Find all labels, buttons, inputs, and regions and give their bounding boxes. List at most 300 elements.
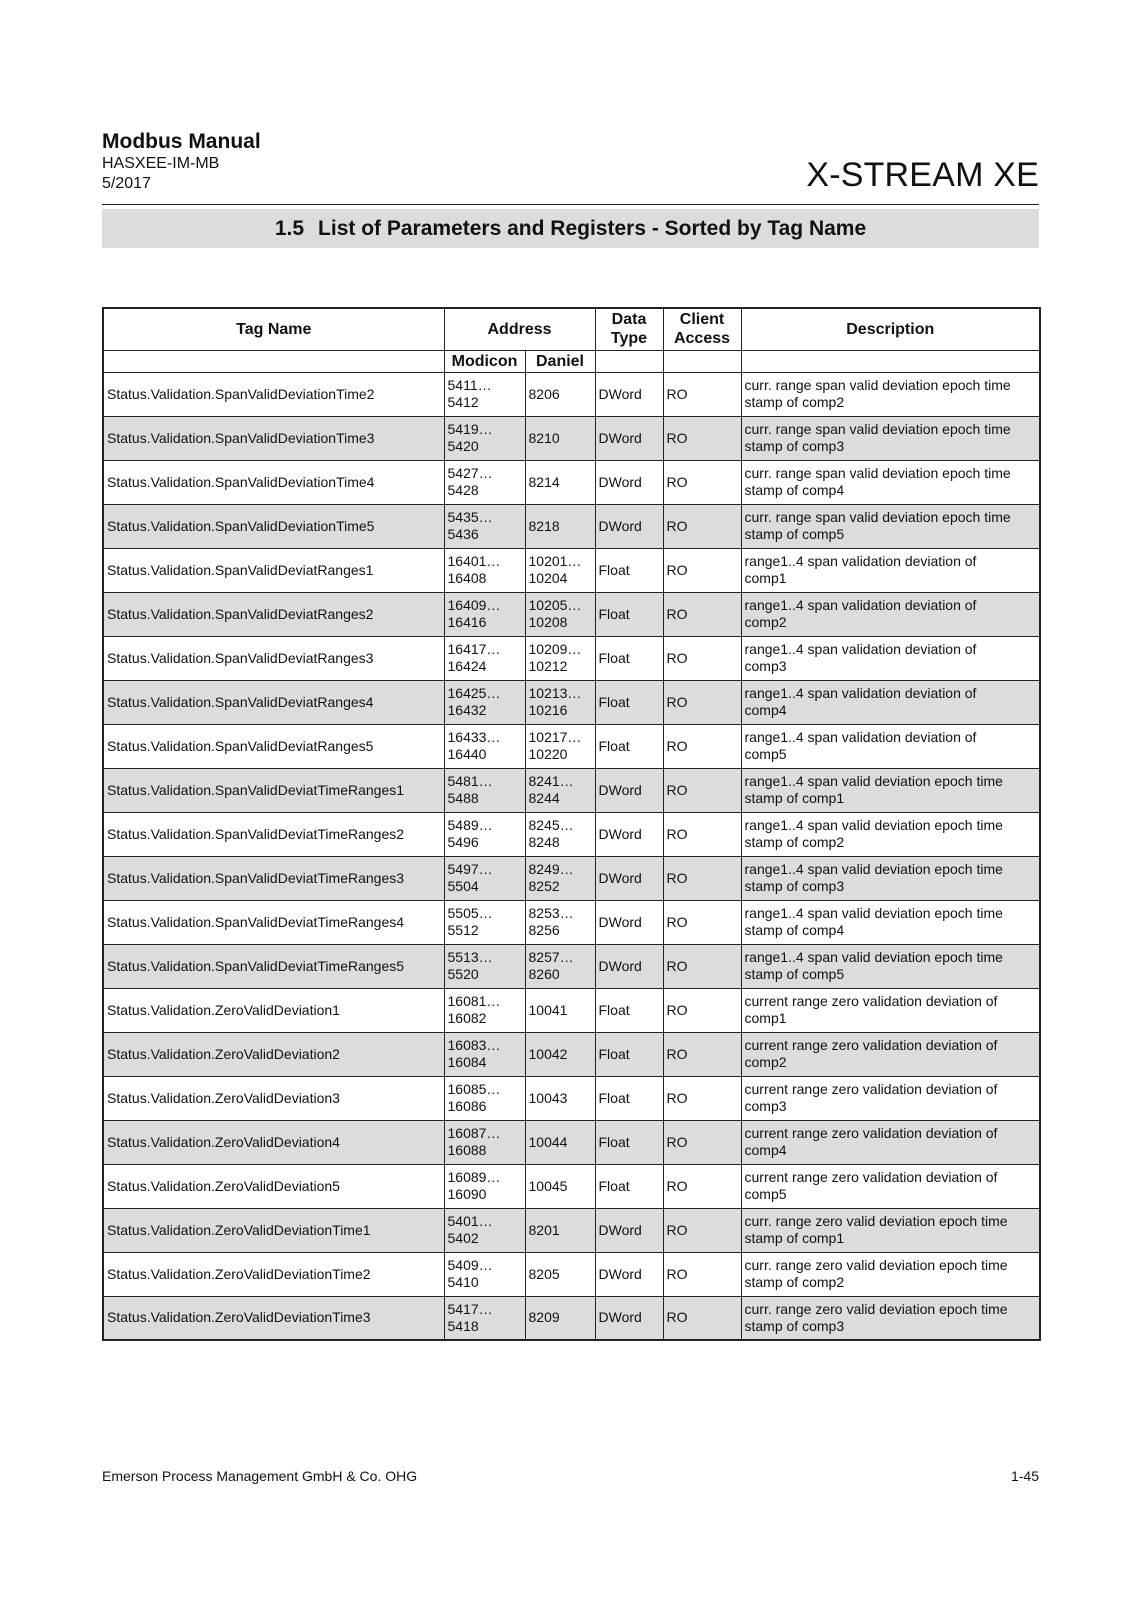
modicon-address-line: 16401… <box>447 553 501 569</box>
tag-name-cell: Status.Validation.SpanValidDeviationTime5 <box>103 504 444 548</box>
description-cell <box>741 856 1040 900</box>
description-line: stamp of comp3 <box>744 878 845 894</box>
daniel-address-line: 8260 <box>528 966 560 982</box>
daniel-address-cell <box>525 944 595 988</box>
section-number: 1.5 <box>274 217 305 240</box>
data-type-cell: Float <box>595 988 663 1032</box>
daniel-address-line: 10204 <box>528 570 568 586</box>
daniel-address-line: 10044 <box>528 1133 568 1150</box>
data-type-cell: Float <box>595 1032 663 1076</box>
daniel-address-line: 8253… <box>528 905 574 921</box>
description-cell <box>741 460 1040 504</box>
modicon-address-line: 5505… <box>447 905 493 921</box>
description-cell <box>741 680 1040 724</box>
col-header-data-type-line1: Data <box>611 311 647 329</box>
modicon-address-cell <box>444 856 525 900</box>
tag-name-cell: Status.Validation.ZeroValidDeviation4 <box>103 1120 444 1164</box>
description-line: curr. range span valid deviation epoch time <box>744 509 1011 525</box>
daniel-address-cell <box>525 372 595 416</box>
modicon-address-line: 5409… <box>447 1257 493 1273</box>
description-line: current range zero validation deviation of <box>744 1169 998 1185</box>
tag-name-cell: Status.Validation.SpanValidDeviatRanges4 <box>103 680 444 724</box>
daniel-address-line: 8248 <box>528 834 560 850</box>
description-line: current range zero validation deviation of <box>744 1037 998 1053</box>
description-line: stamp of comp2 <box>744 1274 845 1290</box>
table-row <box>103 724 1040 768</box>
description-cell <box>741 592 1040 636</box>
modicon-address-cell <box>444 1252 525 1296</box>
daniel-address-cell <box>525 768 595 812</box>
modicon-address-line: 16081… <box>447 993 501 1009</box>
tag-name-cell: Status.Validation.SpanValidDeviatRanges2 <box>103 592 444 636</box>
daniel-address-line: 10212 <box>528 658 568 674</box>
daniel-address-line: 8210 <box>528 429 560 446</box>
modicon-address-cell <box>444 460 525 504</box>
modicon-address-line: 16083… <box>447 1037 501 1053</box>
daniel-address-line: 8206 <box>528 385 560 402</box>
description-line: curr. range zero valid deviation epoch time <box>744 1300 1008 1317</box>
modicon-address-cell <box>444 1076 525 1120</box>
description-line: curr. range span valid deviation epoch time <box>744 377 1011 393</box>
data-type-cell: DWord <box>595 1296 663 1340</box>
client-access-cell: RO <box>663 1252 741 1296</box>
table-row <box>103 856 1040 900</box>
description-line: stamp of comp5 <box>744 526 845 542</box>
description-line: curr. range zero valid deviation epoch time <box>744 1213 1008 1229</box>
table-subheader-row <box>103 350 1040 372</box>
modicon-address-line: 5410 <box>447 1274 479 1290</box>
register-table-body <box>103 372 1040 1340</box>
modicon-address-cell <box>444 1296 525 1340</box>
daniel-address-cell <box>525 1076 595 1120</box>
daniel-address-cell <box>525 592 595 636</box>
subheader-empty <box>595 350 663 372</box>
modicon-address-cell <box>444 504 525 548</box>
footer-company: Emerson Process Management GmbH & Co. OHG <box>102 1468 418 1484</box>
table-row <box>103 988 1040 1032</box>
daniel-address-cell <box>525 548 595 592</box>
tag-name-cell: Status.Validation.SpanValidDeviatTimeRanges5 <box>103 944 444 988</box>
client-access-cell: RO <box>663 724 741 768</box>
modicon-address-line: 16090 <box>447 1186 487 1202</box>
description-line: stamp of comp2 <box>744 394 845 410</box>
description-cell <box>741 1120 1040 1164</box>
modicon-address-cell <box>444 724 525 768</box>
col-header-daniel: Daniel <box>525 350 595 372</box>
description-cell <box>741 548 1040 592</box>
description-line: stamp of comp5 <box>744 966 845 982</box>
description-cell <box>741 944 1040 988</box>
description-line: range1..4 span valid deviation epoch time <box>744 773 1003 789</box>
col-header-description: Description <box>741 308 1040 350</box>
modicon-address-cell <box>444 944 525 988</box>
daniel-address-line: 8252 <box>528 878 560 894</box>
daniel-address-line: 10045 <box>528 1177 568 1194</box>
description-cell <box>741 1296 1040 1340</box>
register-table <box>102 307 1041 1341</box>
data-type-cell: Float <box>595 1120 663 1164</box>
modicon-address-line: 16416 <box>447 614 487 630</box>
modicon-address-cell <box>444 680 525 724</box>
daniel-address-line: 8218 <box>528 517 560 534</box>
data-type-cell: DWord <box>595 460 663 504</box>
table-row <box>103 636 1040 680</box>
tag-name-cell: Status.Validation.SpanValidDeviatTimeRanges1 <box>103 768 444 812</box>
description-line: range1..4 span valid deviation epoch time <box>744 817 1003 833</box>
client-access-cell: RO <box>663 680 741 724</box>
data-type-cell: Float <box>595 592 663 636</box>
table-header-row <box>103 308 1040 350</box>
description-cell <box>741 812 1040 856</box>
data-type-cell: Float <box>595 1076 663 1120</box>
modicon-address-line: 16085… <box>447 1081 501 1097</box>
modicon-address-line: 5520 <box>447 966 479 982</box>
description-line: comp4 <box>744 702 787 718</box>
client-access-cell: RO <box>663 636 741 680</box>
description-line: stamp of comp1 <box>744 790 845 806</box>
modicon-address-cell <box>444 548 525 592</box>
data-type-cell: DWord <box>595 504 663 548</box>
client-access-cell: RO <box>663 1120 741 1164</box>
daniel-address-line: 10216 <box>528 702 568 718</box>
modicon-address-line: 5412 <box>447 394 479 410</box>
tag-name-cell: Status.Validation.ZeroValidDeviationTime2 <box>103 1252 444 1296</box>
description-line: range1..4 span valid deviation epoch time <box>744 861 1003 877</box>
description-cell <box>741 900 1040 944</box>
tag-name-cell: Status.Validation.SpanValidDeviatTimeRanges4 <box>103 900 444 944</box>
tag-name-cell: Status.Validation.SpanValidDeviationTime2 <box>103 372 444 416</box>
table-row <box>103 416 1040 460</box>
modicon-address-line: 16082 <box>447 1010 487 1026</box>
tag-name-cell: Status.Validation.ZeroValidDeviation1 <box>103 988 444 1032</box>
description-line: range1..4 span validation deviation of <box>744 685 977 701</box>
document-id: HASXEE-IM-MB <box>102 155 220 172</box>
daniel-address-line: 10042 <box>528 1045 568 1062</box>
daniel-address-cell <box>525 636 595 680</box>
table-row <box>103 1076 1040 1120</box>
data-type-cell: Float <box>595 1164 663 1208</box>
modicon-address-line: 5418 <box>447 1317 479 1334</box>
modicon-address-line: 5496 <box>447 834 479 850</box>
tag-name-cell: Status.Validation.SpanValidDeviationTime3 <box>103 416 444 460</box>
modicon-address-line: 16440 <box>447 746 487 762</box>
col-header-client-access <box>663 308 741 350</box>
table-row <box>103 680 1040 724</box>
client-access-cell: RO <box>663 460 741 504</box>
modicon-address-line: 5401… <box>447 1213 493 1229</box>
manual-title: Modbus Manual <box>102 130 261 153</box>
modicon-address-cell <box>444 592 525 636</box>
client-access-cell: RO <box>663 988 741 1032</box>
subheader-empty <box>741 350 1040 372</box>
document-date: 5/2017 <box>102 175 151 192</box>
col-header-address: Address <box>444 308 595 350</box>
modicon-address-line: 16433… <box>447 729 501 745</box>
modicon-address-line: 16088 <box>447 1142 487 1158</box>
description-line: comp1 <box>744 570 787 586</box>
description-line: range1..4 span validation deviation of <box>744 729 977 745</box>
modicon-address-line: 5427… <box>447 465 493 481</box>
modicon-address-line: 5481… <box>447 773 493 789</box>
daniel-address-line: 8256 <box>528 922 560 938</box>
table-row <box>103 372 1040 416</box>
col-header-data-type-line2: Type <box>610 330 648 348</box>
table-row <box>103 504 1040 548</box>
description-cell <box>741 372 1040 416</box>
modicon-address-cell <box>444 636 525 680</box>
modicon-address-line: 5428 <box>447 482 479 498</box>
tag-name-cell: Status.Validation.SpanValidDeviatRanges5 <box>103 724 444 768</box>
col-header-data-type <box>595 308 663 350</box>
modicon-address-cell <box>444 1120 525 1164</box>
modicon-address-line: 16087… <box>447 1125 501 1141</box>
description-line: curr. range span valid deviation epoch time <box>744 465 1011 481</box>
daniel-address-line: 8257… <box>528 949 574 965</box>
client-access-cell: RO <box>663 1032 741 1076</box>
client-access-cell: RO <box>663 1208 741 1252</box>
client-access-cell: RO <box>663 592 741 636</box>
client-access-cell: RO <box>663 1076 741 1120</box>
description-line: curr. range span valid deviation epoch time <box>744 421 1011 437</box>
description-line: range1..4 span valid deviation epoch time <box>744 949 1003 965</box>
daniel-address-cell <box>525 504 595 548</box>
description-cell <box>741 1032 1040 1076</box>
data-type-cell: DWord <box>595 812 663 856</box>
col-header-tag-name: Tag Name <box>103 308 444 350</box>
description-cell <box>741 768 1040 812</box>
description-line: comp5 <box>744 746 787 762</box>
modicon-address-line: 16089… <box>447 1169 501 1185</box>
description-line: comp1 <box>744 1010 787 1026</box>
description-line: current range zero validation deviation of <box>744 1081 998 1097</box>
daniel-address-line: 8244 <box>528 790 560 806</box>
modicon-address-cell <box>444 416 525 460</box>
modicon-address-line: 5402 <box>447 1230 479 1246</box>
client-access-cell: RO <box>663 372 741 416</box>
daniel-address-line: 10217… <box>528 729 582 745</box>
description-line: stamp of comp3 <box>744 438 845 454</box>
client-access-cell: RO <box>663 900 741 944</box>
daniel-address-cell <box>525 1120 595 1164</box>
client-access-cell: RO <box>663 856 741 900</box>
data-type-cell: DWord <box>595 856 663 900</box>
table-row <box>103 944 1040 988</box>
description-cell <box>741 1076 1040 1120</box>
client-access-cell: RO <box>663 1164 741 1208</box>
table-row <box>103 1120 1040 1164</box>
modicon-address-line: 16409… <box>447 597 501 613</box>
description-cell <box>741 416 1040 460</box>
table-row <box>103 460 1040 504</box>
description-line: comp2 <box>744 614 787 630</box>
description-line: comp5 <box>744 1186 787 1202</box>
table-row <box>103 812 1040 856</box>
daniel-address-cell <box>525 988 595 1032</box>
tag-name-cell: Status.Validation.SpanValidDeviatRanges3 <box>103 636 444 680</box>
modicon-address-line: 5504 <box>447 878 479 894</box>
data-type-cell: DWord <box>595 900 663 944</box>
daniel-address-line: 10209… <box>528 641 582 657</box>
tag-name-cell: Status.Validation.ZeroValidDeviationTime3 <box>103 1296 444 1340</box>
col-header-client-access-line2: Access <box>673 330 731 348</box>
description-line: range1..4 span valid deviation epoch time <box>744 905 1003 921</box>
table-row <box>103 768 1040 812</box>
data-type-cell: Float <box>595 548 663 592</box>
daniel-address-line: 8209 <box>528 1309 560 1326</box>
modicon-address-line: 5436 <box>447 526 479 542</box>
description-cell <box>741 988 1040 1032</box>
daniel-address-cell <box>525 856 595 900</box>
description-cell <box>741 504 1040 548</box>
daniel-address-line: 8249… <box>528 861 574 877</box>
description-line: range1..4 span validation deviation of <box>744 641 977 657</box>
description-line: comp3 <box>744 658 787 674</box>
daniel-address-cell <box>525 1208 595 1252</box>
description-cell <box>741 1208 1040 1252</box>
daniel-address-cell <box>525 1296 595 1340</box>
daniel-address-line: 8205 <box>528 1265 560 1282</box>
modicon-address-line: 16417… <box>447 641 501 657</box>
data-type-cell: DWord <box>595 1252 663 1296</box>
tag-name-cell: Status.Validation.SpanValidDeviationTime4 <box>103 460 444 504</box>
description-line: curr. range zero valid deviation epoch time <box>744 1257 1008 1273</box>
modicon-address-cell <box>444 1208 525 1252</box>
modicon-address-line: 16086 <box>447 1098 487 1114</box>
table-row <box>103 1164 1040 1208</box>
daniel-address-cell <box>525 900 595 944</box>
daniel-address-cell <box>525 460 595 504</box>
modicon-address-line: 16408 <box>447 570 487 586</box>
daniel-address-cell <box>525 1252 595 1296</box>
daniel-address-line: 10201… <box>528 553 582 569</box>
description-cell <box>741 1164 1040 1208</box>
description-line: current range zero validation deviation of <box>744 993 998 1009</box>
client-access-cell: RO <box>663 416 741 460</box>
modicon-address-cell <box>444 1032 525 1076</box>
data-type-cell: DWord <box>595 416 663 460</box>
client-access-cell: RO <box>663 944 741 988</box>
header-divider <box>102 204 1039 205</box>
data-type-cell: DWord <box>595 944 663 988</box>
table-row <box>103 1032 1040 1076</box>
modicon-address-line: 5497… <box>447 861 493 877</box>
product-name: X-STREAM XE <box>806 156 1039 194</box>
client-access-cell: RO <box>663 812 741 856</box>
modicon-address-line: 5420 <box>447 438 479 454</box>
daniel-address-line: 10213… <box>528 685 582 701</box>
data-type-cell: DWord <box>595 372 663 416</box>
description-line: stamp of comp4 <box>744 922 845 938</box>
tag-name-cell: Status.Validation.SpanValidDeviatRanges1 <box>103 548 444 592</box>
description-line: stamp of comp4 <box>744 482 845 498</box>
data-type-cell: Float <box>595 680 663 724</box>
document-header <box>102 129 261 194</box>
description-line: comp4 <box>744 1142 787 1158</box>
tag-name-cell: Status.Validation.ZeroValidDeviation3 <box>103 1076 444 1120</box>
modicon-address-line: 5435… <box>447 509 493 525</box>
modicon-address-line: 5419… <box>447 421 493 437</box>
data-type-cell: Float <box>595 636 663 680</box>
daniel-address-cell <box>525 724 595 768</box>
page-number: 1-45 <box>1010 1468 1039 1484</box>
description-line: stamp of comp3 <box>744 1317 845 1334</box>
description-cell <box>741 1252 1040 1296</box>
modicon-address-line: 5488 <box>447 790 479 806</box>
daniel-address-line: 10041 <box>528 1001 568 1018</box>
table-row <box>103 900 1040 944</box>
modicon-address-line: 5411… <box>447 377 492 393</box>
modicon-address-cell <box>444 768 525 812</box>
tag-name-cell: Status.Validation.SpanValidDeviatTimeRanges2 <box>103 812 444 856</box>
table-row <box>103 1296 1040 1340</box>
data-type-cell: DWord <box>595 1208 663 1252</box>
modicon-address-cell <box>444 372 525 416</box>
description-line: range1..4 span validation deviation of <box>744 597 977 613</box>
daniel-address-cell <box>525 1032 595 1076</box>
description-line: stamp of comp2 <box>744 834 845 850</box>
tag-name-cell: Status.Validation.SpanValidDeviatTimeRanges3 <box>103 856 444 900</box>
modicon-address-line: 16424 <box>447 658 487 674</box>
daniel-address-line: 10043 <box>528 1089 568 1106</box>
subheader-empty <box>663 350 741 372</box>
table-row <box>103 548 1040 592</box>
data-type-cell: Float <box>595 724 663 768</box>
daniel-address-cell <box>525 1164 595 1208</box>
subheader-empty <box>103 350 444 372</box>
description-line: current range zero validation deviation of <box>744 1125 998 1141</box>
modicon-address-line: 5489… <box>447 817 493 833</box>
modicon-address-cell <box>444 1164 525 1208</box>
client-access-cell: RO <box>663 768 741 812</box>
modicon-address-cell <box>444 812 525 856</box>
tag-name-cell: Status.Validation.ZeroValidDeviation2 <box>103 1032 444 1076</box>
modicon-address-line: 16425… <box>447 685 501 701</box>
client-access-cell: RO <box>663 1296 741 1340</box>
daniel-address-line: 10205… <box>528 597 582 613</box>
daniel-address-line: 10208 <box>528 614 568 630</box>
modicon-address-line: 5512 <box>447 922 479 938</box>
daniel-address-line: 8201 <box>528 1221 560 1238</box>
daniel-address-line: 8245… <box>528 817 574 833</box>
description-cell <box>741 636 1040 680</box>
description-line: stamp of comp1 <box>744 1230 845 1246</box>
section-heading <box>102 209 1039 248</box>
daniel-address-cell <box>525 416 595 460</box>
table-row <box>103 1252 1040 1296</box>
modicon-address-line: 5417… <box>447 1300 493 1317</box>
table-row <box>103 592 1040 636</box>
client-access-cell: RO <box>663 548 741 592</box>
tag-name-cell: Status.Validation.ZeroValidDeviationTime1 <box>103 1208 444 1252</box>
modicon-address-cell <box>444 900 525 944</box>
tag-name-cell: Status.Validation.ZeroValidDeviation5 <box>103 1164 444 1208</box>
modicon-address-line: 5513… <box>447 949 493 965</box>
data-type-cell: DWord <box>595 768 663 812</box>
daniel-address-line: 8214 <box>528 473 560 490</box>
table-row <box>103 1208 1040 1252</box>
daniel-address-line: 10220 <box>528 746 568 762</box>
daniel-address-line: 8241… <box>528 773 574 789</box>
col-header-modicon: Modicon <box>444 350 525 372</box>
description-line: comp3 <box>744 1098 787 1114</box>
description-line: range1..4 span validation deviation of <box>744 553 977 569</box>
client-access-cell: RO <box>663 504 741 548</box>
modicon-address-line: 16432 <box>447 702 487 718</box>
section-title: List of Parameters and Registers - Sorted by Tag Name <box>318 217 867 240</box>
modicon-address-line: 16084 <box>447 1054 487 1070</box>
daniel-address-cell <box>525 812 595 856</box>
col-header-client-access-line1: Client <box>679 311 725 329</box>
